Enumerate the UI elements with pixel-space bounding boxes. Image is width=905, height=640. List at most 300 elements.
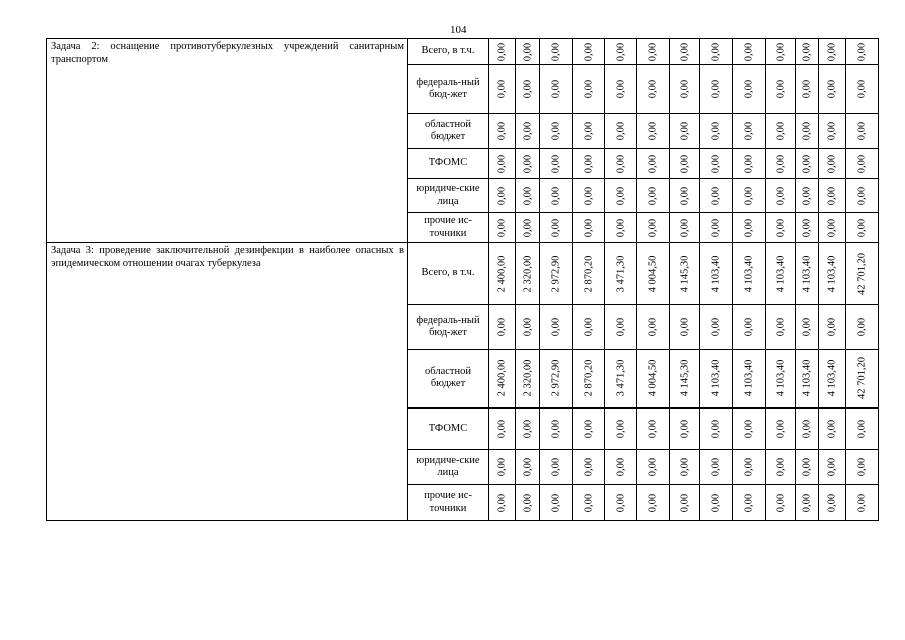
value-cell xyxy=(733,243,766,305)
value-text: 0,00 xyxy=(826,42,838,61)
value-cell xyxy=(670,350,700,408)
value-text: 4 103,40 xyxy=(801,359,813,397)
value-text: 0,00 xyxy=(679,154,690,173)
value-cell xyxy=(796,305,819,350)
value-text: 0,00 xyxy=(496,457,508,477)
value-text: 0,00 xyxy=(743,317,755,337)
value-text: 0,00 xyxy=(496,121,508,141)
value-cell xyxy=(637,213,670,243)
value-cell xyxy=(766,114,796,149)
value-text: 0,00 xyxy=(856,79,868,99)
value-cell xyxy=(819,305,846,350)
value-cell xyxy=(766,65,796,114)
value-text: 0,00 xyxy=(615,457,626,477)
value-text: 2 972,90 xyxy=(550,255,562,292)
value-cell xyxy=(637,65,670,114)
value-cell xyxy=(489,243,516,305)
value-cell xyxy=(516,243,540,305)
value-text: 0,00 xyxy=(583,79,594,99)
value-text: 0,00 xyxy=(801,457,813,477)
value-text: 0,00 xyxy=(801,317,813,337)
value-cell xyxy=(573,179,605,213)
value-text: 0,00 xyxy=(550,154,562,173)
funding-source-label: областной бюджет xyxy=(408,114,489,149)
value-cell xyxy=(637,243,670,305)
value-text: 0,00 xyxy=(743,121,755,141)
value-text: 0,00 xyxy=(775,42,786,61)
value-cell xyxy=(605,485,637,521)
value-text: 0,00 xyxy=(496,186,508,205)
value-cell xyxy=(605,305,637,350)
value-text: 0,00 xyxy=(615,493,626,512)
value-cell xyxy=(733,149,766,179)
value-cell xyxy=(489,213,516,243)
value-cell xyxy=(846,149,879,179)
value-cell xyxy=(489,305,516,350)
value-cell xyxy=(700,213,733,243)
value-cell xyxy=(637,450,670,485)
value-cell xyxy=(733,65,766,114)
value-cell xyxy=(796,243,819,305)
value-cell xyxy=(846,39,879,65)
value-text: 0,00 xyxy=(679,79,690,99)
value-cell xyxy=(573,65,605,114)
value-cell xyxy=(573,305,605,350)
value-cell xyxy=(796,114,819,149)
value-text: 0,00 xyxy=(647,493,659,512)
value-text: 4 103,40 xyxy=(743,255,755,292)
value-text: 0,00 xyxy=(801,79,813,99)
value-text: 0,00 xyxy=(615,79,626,99)
value-cell xyxy=(540,485,573,521)
value-cell xyxy=(846,305,879,350)
value-text: 0,00 xyxy=(550,493,562,512)
value-cell xyxy=(733,350,766,408)
value-text: 42 701,20 xyxy=(856,252,868,295)
value-cell xyxy=(489,485,516,521)
value-cell xyxy=(637,114,670,149)
value-cell xyxy=(733,450,766,485)
value-text: 4 103,40 xyxy=(801,255,813,292)
value-cell xyxy=(700,450,733,485)
value-text: 0,00 xyxy=(522,42,533,61)
funding-source-label: юридиче-ские лица xyxy=(408,179,489,213)
value-text: 0,00 xyxy=(710,79,722,99)
value-cell xyxy=(700,305,733,350)
value-text: 4 145,30 xyxy=(679,255,690,292)
funding-source-label: ТФОМС xyxy=(408,408,489,450)
value-cell xyxy=(670,149,700,179)
value-text: 0,00 xyxy=(856,121,868,141)
value-cell xyxy=(796,179,819,213)
value-text: 0,00 xyxy=(583,42,594,61)
value-text: 0,00 xyxy=(826,457,838,477)
value-cell xyxy=(540,39,573,65)
value-cell xyxy=(540,243,573,305)
value-text: 0,00 xyxy=(583,154,594,173)
value-text: 0,00 xyxy=(710,493,722,512)
value-text: 0,00 xyxy=(550,457,562,477)
table-row xyxy=(47,243,879,305)
value-text: 0,00 xyxy=(801,42,813,61)
value-text: 0,00 xyxy=(856,457,868,477)
value-cell xyxy=(766,485,796,521)
value-text: 0,00 xyxy=(647,42,659,61)
value-cell xyxy=(819,243,846,305)
value-cell xyxy=(796,450,819,485)
value-text: 0,00 xyxy=(826,121,838,141)
value-cell xyxy=(796,149,819,179)
value-cell xyxy=(700,485,733,521)
value-text: 0,00 xyxy=(679,218,690,237)
value-text: 3 471,30 xyxy=(615,255,626,292)
value-cell xyxy=(540,350,573,408)
value-text: 0,00 xyxy=(826,493,838,512)
value-cell xyxy=(733,408,766,450)
funding-source-label: федераль-ный бюд-жет xyxy=(408,65,489,114)
value-cell xyxy=(700,39,733,65)
value-text: 0,00 xyxy=(801,218,813,237)
value-cell xyxy=(846,213,879,243)
budget-table xyxy=(46,38,879,521)
value-text: 0,00 xyxy=(775,79,786,99)
value-text: 0,00 xyxy=(679,419,690,438)
value-cell xyxy=(605,65,637,114)
value-cell xyxy=(516,305,540,350)
funding-source-label: юридиче-ские лица xyxy=(408,450,489,485)
value-text: 0,00 xyxy=(856,317,868,337)
value-cell xyxy=(605,408,637,450)
value-cell xyxy=(489,65,516,114)
value-text: 2 400,00 xyxy=(496,359,508,397)
value-text: 2 870,20 xyxy=(583,359,594,397)
value-cell xyxy=(700,243,733,305)
value-cell xyxy=(670,39,700,65)
value-cell xyxy=(733,305,766,350)
value-cell xyxy=(605,213,637,243)
value-cell xyxy=(573,408,605,450)
value-text: 0,00 xyxy=(775,154,786,173)
value-cell xyxy=(796,485,819,521)
value-cell xyxy=(516,485,540,521)
value-text: 0,00 xyxy=(679,186,690,205)
value-cell xyxy=(637,149,670,179)
value-text: 0,00 xyxy=(801,419,813,438)
value-text: 0,00 xyxy=(743,419,755,438)
value-text: 2 972,90 xyxy=(550,359,562,397)
value-text: 0,00 xyxy=(615,218,626,237)
value-text: 0,00 xyxy=(496,42,508,61)
value-cell xyxy=(540,450,573,485)
value-text: 0,00 xyxy=(801,121,813,141)
value-text: 0,00 xyxy=(583,493,594,512)
value-text: 0,00 xyxy=(775,121,786,141)
value-cell xyxy=(819,450,846,485)
value-text: 0,00 xyxy=(647,218,659,237)
value-text: 0,00 xyxy=(522,186,533,205)
value-cell xyxy=(516,350,540,408)
page-number: 104 xyxy=(450,24,467,36)
value-cell xyxy=(573,213,605,243)
value-text: 0,00 xyxy=(496,218,508,237)
value-cell xyxy=(516,149,540,179)
value-cell xyxy=(670,65,700,114)
value-text: 0,00 xyxy=(647,154,659,173)
value-cell xyxy=(573,39,605,65)
value-cell xyxy=(516,408,540,450)
value-cell xyxy=(819,65,846,114)
value-cell xyxy=(819,114,846,149)
value-text: 0,00 xyxy=(826,154,838,173)
value-cell xyxy=(796,65,819,114)
value-cell xyxy=(605,149,637,179)
value-cell xyxy=(846,65,879,114)
value-cell xyxy=(637,485,670,521)
value-text: 0,00 xyxy=(743,457,755,477)
value-cell xyxy=(540,179,573,213)
value-text: 0,00 xyxy=(743,186,755,205)
value-cell xyxy=(516,65,540,114)
value-text: 0,00 xyxy=(743,493,755,512)
value-cell xyxy=(733,39,766,65)
value-cell xyxy=(819,485,846,521)
value-cell xyxy=(605,39,637,65)
value-cell xyxy=(489,114,516,149)
value-cell xyxy=(766,243,796,305)
value-cell xyxy=(516,450,540,485)
value-cell xyxy=(766,450,796,485)
value-text: 0,00 xyxy=(856,186,868,205)
value-text: 0,00 xyxy=(743,42,755,61)
value-text: 4 004,50 xyxy=(647,359,659,397)
value-cell xyxy=(540,65,573,114)
value-text: 0,00 xyxy=(522,79,533,99)
value-text: 0,00 xyxy=(522,121,533,141)
value-cell xyxy=(766,408,796,450)
value-text: 0,00 xyxy=(583,121,594,141)
funding-source-label: федераль-ный бюд-жет xyxy=(408,305,489,350)
value-text: 0,00 xyxy=(856,419,868,438)
value-text: 0,00 xyxy=(710,317,722,337)
value-text: 4 103,40 xyxy=(775,255,786,292)
value-text: 0,00 xyxy=(856,154,868,173)
value-text: 0,00 xyxy=(710,419,722,438)
value-text: 0,00 xyxy=(583,317,594,337)
value-text: 0,00 xyxy=(496,317,508,337)
value-text: 0,00 xyxy=(710,121,722,141)
value-text: 0,00 xyxy=(496,79,508,99)
value-cell xyxy=(670,485,700,521)
value-cell xyxy=(573,485,605,521)
value-text: 0,00 xyxy=(550,419,562,438)
value-cell xyxy=(540,213,573,243)
value-cell xyxy=(766,305,796,350)
value-text: 4 103,40 xyxy=(775,359,786,397)
funding-source-label: ТФОМС xyxy=(408,149,489,179)
value-text: 0,00 xyxy=(679,493,690,512)
value-cell xyxy=(670,450,700,485)
value-text: 0,00 xyxy=(775,493,786,512)
value-text: 0,00 xyxy=(679,317,690,337)
value-text: 0,00 xyxy=(826,79,838,99)
value-text: 0,00 xyxy=(496,493,508,512)
value-text: 0,00 xyxy=(801,154,813,173)
task-title-cell: Задача 3: проведение заключительной дезинфекции в наиболее опасных в эпидемическом отношении очагах туберкулеза xyxy=(47,243,408,521)
value-text: 0,00 xyxy=(550,121,562,141)
value-text: 0,00 xyxy=(826,186,838,205)
value-cell xyxy=(637,350,670,408)
value-cell xyxy=(573,350,605,408)
value-text: 0,00 xyxy=(583,186,594,205)
value-cell xyxy=(766,39,796,65)
value-text: 0,00 xyxy=(583,218,594,237)
value-cell xyxy=(605,243,637,305)
value-cell xyxy=(796,408,819,450)
value-text: 0,00 xyxy=(647,317,659,337)
value-text: 0,00 xyxy=(743,79,755,99)
value-cell xyxy=(796,213,819,243)
value-text: 0,00 xyxy=(522,493,533,512)
value-text: 4 103,40 xyxy=(826,255,838,292)
value-cell xyxy=(846,450,879,485)
value-cell xyxy=(516,114,540,149)
value-text: 4 103,40 xyxy=(710,359,722,397)
value-cell xyxy=(489,149,516,179)
value-text: 0,00 xyxy=(710,154,722,173)
value-cell xyxy=(670,243,700,305)
value-cell xyxy=(540,149,573,179)
value-text: 4 103,40 xyxy=(743,359,755,397)
value-text: 0,00 xyxy=(550,42,562,61)
value-text: 4 103,40 xyxy=(710,255,722,292)
value-cell xyxy=(540,408,573,450)
value-text: 42 701,20 xyxy=(856,357,868,400)
value-text: 3 471,30 xyxy=(615,359,626,397)
value-cell xyxy=(670,305,700,350)
value-text: 0,00 xyxy=(679,42,690,61)
value-cell xyxy=(733,114,766,149)
value-cell xyxy=(819,39,846,65)
value-text: 0,00 xyxy=(856,42,868,61)
value-cell xyxy=(846,485,879,521)
value-text: 0,00 xyxy=(775,186,786,205)
funding-source-label: областной бюджет xyxy=(408,350,489,408)
value-cell xyxy=(846,408,879,450)
value-cell xyxy=(540,305,573,350)
value-cell xyxy=(670,114,700,149)
value-text: 0,00 xyxy=(583,419,594,438)
value-text: 0,00 xyxy=(710,218,722,237)
value-text: 0,00 xyxy=(647,121,659,141)
funding-source-label: Всего, в т.ч. xyxy=(408,39,489,65)
value-cell xyxy=(796,39,819,65)
value-cell xyxy=(733,213,766,243)
value-cell xyxy=(489,39,516,65)
value-text: 0,00 xyxy=(615,317,626,337)
value-text: 0,00 xyxy=(615,121,626,141)
value-cell xyxy=(489,408,516,450)
value-text: 0,00 xyxy=(826,419,838,438)
value-text: 2 320,00 xyxy=(522,255,533,292)
value-cell xyxy=(637,305,670,350)
value-cell xyxy=(846,114,879,149)
value-cell xyxy=(637,179,670,213)
value-text: 0,00 xyxy=(496,154,508,173)
value-text: 0,00 xyxy=(710,457,722,477)
value-text: 0,00 xyxy=(615,419,626,438)
value-text: 4 103,40 xyxy=(826,359,838,397)
value-cell xyxy=(796,350,819,408)
funding-source-label: прочие ис-точники xyxy=(408,485,489,521)
value-text: 0,00 xyxy=(801,493,813,512)
value-text: 0,00 xyxy=(550,186,562,205)
value-text: 0,00 xyxy=(775,419,786,438)
value-text: 0,00 xyxy=(522,457,533,477)
value-text: 0,00 xyxy=(743,218,755,237)
funding-source-label: прочие ис-точники xyxy=(408,213,489,243)
value-cell xyxy=(700,350,733,408)
value-cell xyxy=(605,179,637,213)
value-cell xyxy=(670,408,700,450)
value-text: 0,00 xyxy=(522,154,533,173)
value-cell xyxy=(605,114,637,149)
value-cell xyxy=(516,213,540,243)
value-cell xyxy=(766,179,796,213)
value-cell xyxy=(540,114,573,149)
value-cell xyxy=(766,213,796,243)
value-cell xyxy=(637,39,670,65)
value-cell xyxy=(819,408,846,450)
value-cell xyxy=(700,65,733,114)
value-cell xyxy=(819,179,846,213)
value-cell xyxy=(819,149,846,179)
value-cell xyxy=(516,179,540,213)
value-text: 0,00 xyxy=(550,317,562,337)
value-text: 2 870,20 xyxy=(583,255,594,292)
value-text: 0,00 xyxy=(550,79,562,99)
value-cell xyxy=(733,179,766,213)
value-text: 0,00 xyxy=(550,218,562,237)
funding-source-label: Всего, в т.ч. xyxy=(408,243,489,305)
value-text: 0,00 xyxy=(522,317,533,337)
value-cell xyxy=(766,350,796,408)
value-text: 2 320,00 xyxy=(522,359,533,397)
value-text: 0,00 xyxy=(826,218,838,237)
value-cell xyxy=(489,450,516,485)
value-text: 0,00 xyxy=(522,218,533,237)
value-cell xyxy=(637,408,670,450)
value-text: 0,00 xyxy=(801,186,813,205)
value-cell xyxy=(516,39,540,65)
value-cell xyxy=(846,350,879,408)
value-cell xyxy=(573,243,605,305)
value-text: 0,00 xyxy=(615,42,626,61)
table-row xyxy=(47,39,879,65)
value-text: 0,00 xyxy=(775,317,786,337)
value-text: 4 004,50 xyxy=(647,255,659,292)
value-text: 0,00 xyxy=(679,121,690,141)
value-cell xyxy=(700,114,733,149)
value-cell xyxy=(670,213,700,243)
value-cell xyxy=(846,243,879,305)
value-cell xyxy=(700,149,733,179)
value-cell xyxy=(766,149,796,179)
value-text: 0,00 xyxy=(826,317,838,337)
value-cell xyxy=(670,179,700,213)
value-text: 0,00 xyxy=(775,218,786,237)
value-text: 0,00 xyxy=(647,419,659,438)
value-cell xyxy=(573,450,605,485)
